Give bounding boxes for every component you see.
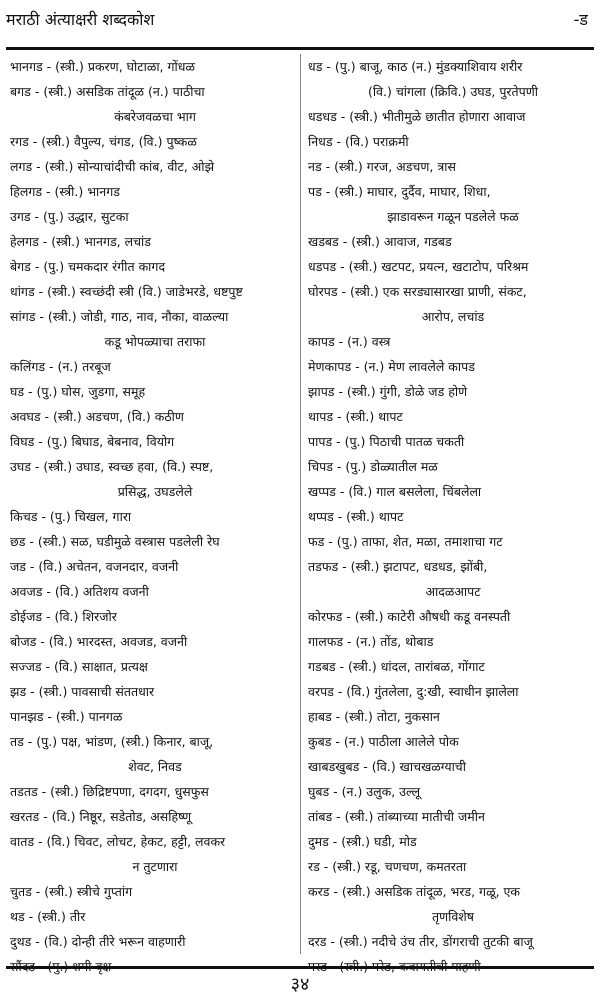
- dictionary-entry: [10, 579, 300, 604]
- entry-text: दरड - (स्त्री.) नदीचे उंच तीर, डोंगराची तुटकी बाजू: [308, 934, 533, 949]
- entry-text: जड - (वि.) अचेतन, वजनदार, वजनी: [10, 559, 179, 574]
- entry-continuation: कंबरेजवळचा भाग: [114, 109, 196, 124]
- left-column: [10, 54, 300, 979]
- entry-text: हाबड - (स्त्री.) तोटा, नुकसान: [308, 709, 440, 724]
- entry-continuation: (वि.) चांगला (क्रिवि.) उघड, पुरतेपणी: [367, 84, 539, 99]
- entry-text: धड - (पु.) बाजू, काठ (न.) मुंडक्याशिवाय शरीर: [308, 59, 523, 74]
- dictionary-entry: [10, 379, 300, 404]
- dictionary-entry: [10, 254, 300, 279]
- entry-text: कापड - (न.) वस्त्र: [308, 334, 391, 349]
- header-rule: [6, 47, 594, 50]
- entry-continuation: आदळआपट: [425, 584, 481, 599]
- dictionary-entry: [10, 679, 300, 704]
- dictionary-entry: [308, 254, 598, 279]
- entry-text: उघड - (स्त्री.) उघाड, स्वच्छ हवा, (वि.) स्पष्ट,: [10, 459, 214, 474]
- entry-text: झापड - (स्त्री.) गुंगी, डोळे जड होणे: [308, 384, 468, 399]
- dictionary-entry: [10, 279, 300, 304]
- entry-text: किचड - (पु.) चिखल, गारा: [10, 509, 132, 524]
- entry-text: घोरपड - (स्त्री.) एक सरड्यासारखा प्राणी, संकट,: [308, 284, 527, 299]
- dictionary-entry: [10, 629, 300, 654]
- dictionary-entry: [10, 504, 300, 529]
- entry-continuation: झाडावरून गळून पडलेले फळ: [387, 209, 519, 224]
- entry-text: लगड - (स्त्री.) सोन्याचांदीची कांब, वीट, ओझे: [10, 159, 215, 174]
- dictionary-entry: [308, 554, 598, 604]
- entry-text: दुथड - (वि.) दोन्ही तीरे भरून वाहणारी: [10, 934, 186, 949]
- entry-text: घुबड - (न.) उलुक, उल्लू: [308, 784, 421, 799]
- entry-text: बोजड - (वि.) भारदस्त, अवजड, वजनी: [10, 634, 188, 649]
- dictionary-entry: [10, 454, 300, 504]
- entry-text: झड - (स्त्री.) पावसाची संततधार: [10, 684, 155, 699]
- entry-continuation: आरोप, लचांड: [421, 309, 485, 324]
- dictionary-entry: [308, 504, 598, 529]
- entry-text: सांगड - (स्त्री.) जोडी, गाठ, नाव, नौका, वाळल्या: [10, 309, 229, 324]
- dictionary-entry: [10, 604, 300, 629]
- dictionary-entry: [10, 554, 300, 579]
- dictionary-entry: [308, 54, 598, 104]
- dictionary-entry: [10, 304, 300, 354]
- entry-text: बेगड - (पु.) चमकदार रंगीत कागद: [10, 259, 166, 274]
- entry-text: परड - (स्त्री.) परेड, कवायतीची पाहणी: [308, 959, 481, 974]
- entry-continuation: कडू भोपळ्याचा तराफा: [104, 334, 206, 349]
- entry-text: विघड - (पु.) बिघाड, बेबनाव, वियोग: [10, 434, 175, 449]
- entry-text: दुमड - (स्त्री.) घडी, मोड: [308, 834, 417, 849]
- entry-text: बगड - (स्त्री.) असडिक तांदूळ (न.) पाठीचा: [10, 84, 205, 99]
- dictionary-entry: [308, 779, 598, 804]
- dictionary-entry: [308, 629, 598, 654]
- dictionary-entry: [10, 929, 300, 954]
- entry-text: तांबड - (स्त्री.) तांब्याच्या मातीची जमीन: [308, 809, 485, 824]
- entry-text: कोरफड - (स्त्री.) काटेरी औषधी कडू वनस्पती: [308, 609, 511, 624]
- entry-text: वरपड - (वि.) गुंतलेला, दु:खी, स्वाधीन झालेला: [308, 684, 519, 699]
- dictionary-entry: [10, 704, 300, 729]
- entry-text: चुतड - (स्त्री.) स्त्रीचे गुप्तांग: [10, 884, 133, 899]
- entry-text: तडफड - (स्त्री.) झटापट, धडधड, झोंबी,: [308, 559, 488, 574]
- entry-text: अवघड - (स्त्री.) अडचण, (वि.) कठीण: [10, 409, 184, 424]
- entry-text: खडबड - (स्त्री.) आवाज, गडबड: [308, 234, 452, 249]
- entry-text: फड - (पु.) ताफा, शेत, मळा, तमाशाचा गट: [308, 534, 503, 549]
- dictionary-entry: [308, 804, 598, 829]
- entry-text: डोईजड - (वि.) शिरजोर: [10, 609, 117, 624]
- dictionary-entry: [308, 379, 598, 404]
- entry-text: धांगड - (स्त्री.) स्वच्छंदी स्त्री (वि.) जाडेभरडे, धष्टपुष्ट: [10, 284, 243, 299]
- dictionary-entry: [10, 354, 300, 379]
- dictionary-entry: [308, 754, 598, 779]
- entry-text: पानझड - (स्त्री.) पानगळ: [10, 709, 123, 724]
- entry-text: धडधड - (स्त्री.) भीतीमुळे छातीत होणारा आवाज: [308, 109, 526, 124]
- dictionary-entry: [10, 229, 300, 254]
- dictionary-entry: [308, 704, 598, 729]
- dictionary-entry: [10, 779, 300, 804]
- dictionary-entry: [10, 54, 300, 79]
- dictionary-entry: [10, 829, 300, 879]
- entry-continuation: शेवट, निवड: [128, 759, 182, 774]
- dictionary-entry: [10, 529, 300, 554]
- entry-text: हिलगड - (स्त्री.) भानगड: [10, 184, 120, 199]
- entry-text: भानगड - (स्त्री.) प्रकरण, घोटाळा, गोंधळ: [10, 59, 195, 74]
- dictionary-entry: [308, 229, 598, 254]
- right-column: [308, 54, 598, 979]
- entry-text: थड - (स्त्री.) तीर: [10, 909, 86, 924]
- dictionary-entry: [308, 179, 598, 229]
- dictionary-entry: [308, 404, 598, 429]
- dictionary-entry: [10, 79, 300, 129]
- entry-text: हेलगड - (स्त्री.) भानगड, लचांड: [10, 234, 151, 249]
- dictionary-entry: [308, 479, 598, 504]
- dictionary-entry: [308, 679, 598, 704]
- entry-text: निधड - (वि.) पराक्रमी: [308, 134, 409, 149]
- entry-text: धडपड - (स्त्री.) खटपट, प्रयत्न, खटाटोप, परिश्रम: [308, 259, 529, 274]
- entry-continuation: न तुटणारा: [132, 859, 178, 874]
- section-letter: -ड: [573, 10, 588, 29]
- page-number: ३४: [290, 974, 310, 995]
- dictionary-entry: [308, 854, 598, 879]
- footer-rule: [6, 966, 594, 969]
- entry-text: थापड - (स्त्री.) थापट: [308, 409, 403, 424]
- dictionary-entry: [10, 804, 300, 829]
- entry-text: कलिंगड - (न.) तरबूज: [10, 359, 111, 374]
- entry-text: वातड - (वि.) चिवट, लोचट, हेकट, हट्टी, लवकर: [10, 834, 226, 849]
- entry-text: कुबड - (न.) पाठीला आलेले पोक: [308, 734, 459, 749]
- entry-text: खप्पड - (वि.) गाल बसलेला, चिंबलेला: [308, 484, 482, 499]
- dictionary-entry: [308, 104, 598, 129]
- entry-text: खाबडखुबड - (वि.) खाचखळग्याची: [308, 759, 466, 774]
- page-header: [6, 2, 594, 42]
- entry-text: गालफड - (न.) तोंड, थोबाड: [308, 634, 434, 649]
- dictionary-entry: [308, 879, 598, 929]
- running-title: मराठी अंत्याक्षरी शब्दकोश: [6, 10, 155, 29]
- dictionary-entry: [308, 454, 598, 479]
- entry-text: मेणकापड - (न.) मेण लावलेले कापड: [308, 359, 475, 374]
- entry-continuation: तृणविशेष: [431, 909, 475, 924]
- entry-text: नड - (स्त्री.) गरज, अडचण, त्रास: [308, 159, 456, 174]
- dictionary-entry: [10, 204, 300, 229]
- dictionary-entry: [308, 529, 598, 554]
- entry-text: रगड - (स्त्री.) वैपुल्य, चंगड, (वि.) पुष्कळ: [10, 134, 197, 149]
- dictionary-entry: [308, 729, 598, 754]
- dictionary-entry: [308, 654, 598, 679]
- entry-text: पापड - (पु.) पिठाची पातळ चकती: [308, 434, 465, 449]
- entry-text: थप्पड - (स्त्री.) थापट: [308, 509, 404, 524]
- entry-text: छड - (स्त्री.) सळ, घडीमुळे वस्त्रास पडलेली रेघ: [10, 534, 220, 549]
- dictionary-entry: [10, 879, 300, 904]
- entry-text: सौंदड - (पु.) शमी वृक्ष: [10, 959, 112, 974]
- entry-text: रड - (स्त्री.) रडू, चणचण, कमतरता: [308, 859, 467, 874]
- dictionary-entry: [10, 129, 300, 154]
- dictionary-entry: [10, 404, 300, 429]
- dictionary-entry: [10, 904, 300, 929]
- dictionary-entry: [308, 154, 598, 179]
- dictionary-entry: [10, 729, 300, 779]
- dictionary-entry: [308, 929, 598, 954]
- dictionary-entry: [10, 154, 300, 179]
- entry-text: चिपड - (पु.) डोळ्यातील मळ: [308, 459, 438, 474]
- entry-text: सज्जड - (वि.) साक्षात, प्रत्यक्ष: [10, 659, 148, 674]
- entry-text: करड - (स्त्री.) असडिक तांदूळ, भरड, गळू, एक: [308, 884, 521, 899]
- entry-continuation: प्रसिद्ध, उघडलेले: [117, 484, 193, 499]
- dictionary-entry: [308, 129, 598, 154]
- dictionary-entry: [10, 429, 300, 454]
- dictionary-entry: [308, 354, 598, 379]
- dictionary-entry: [308, 279, 598, 329]
- entry-text: अवजड - (वि.) अतिशय वजनी: [10, 584, 149, 599]
- dictionary-entry: [308, 604, 598, 629]
- entry-text: तडतड - (स्त्री.) छिद्रिष्टपणा, दगदग, धुसफुस: [10, 784, 209, 799]
- entry-text: गडबड - (स्त्री.) धांदल, तारांबळ, गोंगाट: [308, 659, 485, 674]
- dictionary-entry: [308, 429, 598, 454]
- entry-text: खरतड - (वि.) निष्ठूर, सडेतोड, असहिष्णू: [10, 809, 192, 824]
- column-divider: [300, 54, 301, 954]
- entry-text: पड - (स्त्री.) माघार, दुर्दैव, माघार, शिधा,: [308, 184, 491, 199]
- entry-text: तड - (पु.) पक्ष, भांडण, (स्त्री.) किनार, बाजू,: [10, 734, 214, 749]
- dictionary-entry: [308, 329, 598, 354]
- dictionary-entry: [10, 179, 300, 204]
- dictionary-entry: [308, 829, 598, 854]
- entry-text: उगड - (पु.) उद्धार, सुटका: [10, 209, 129, 224]
- dictionary-entry: [10, 654, 300, 679]
- entry-text: घड - (पु.) घोस, जुडगा, समूह: [10, 384, 146, 399]
